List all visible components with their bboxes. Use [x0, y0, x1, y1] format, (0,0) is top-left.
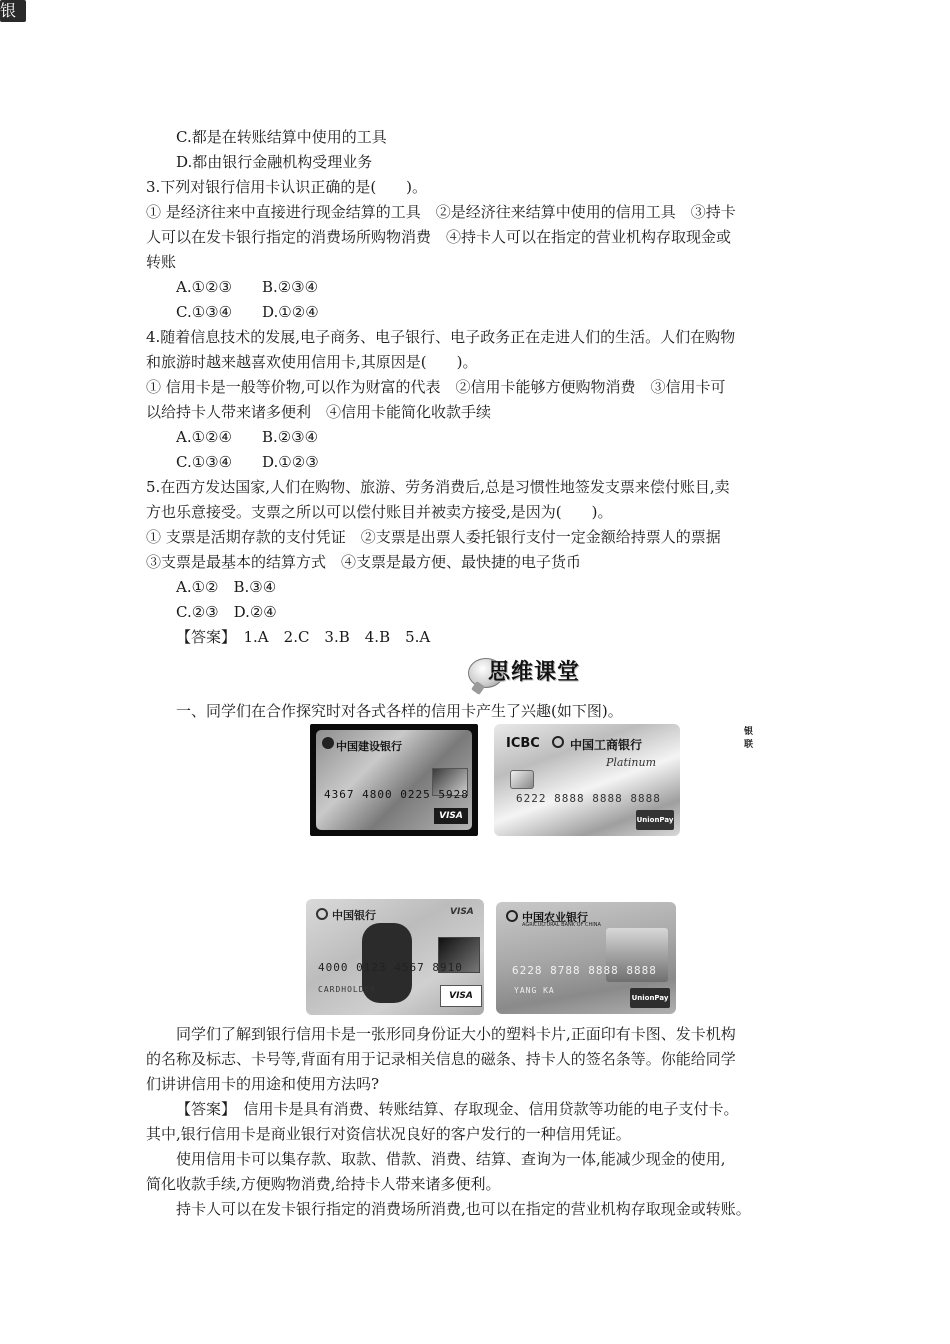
question-4-cont: 和旅游时越来越喜欢使用信用卡,其原因是( )。 — [146, 353, 478, 371]
question-3: 3.下列对银行信用卡认识正确的是( )。 — [146, 178, 428, 196]
section-title: 思维课堂 — [488, 660, 581, 685]
question-5-statement-1: ① 支票是活期存款的支付凭证 ②支票是出票人委托银行支付一定金额给持票人的票据 — [146, 528, 721, 546]
card-boc-holder: CARDHOLDER — [318, 985, 377, 994]
question-3-options-ab: A.①②③ B.②③④ — [176, 278, 319, 296]
question-4-options-ab: A.①②④ B.②③④ — [176, 428, 319, 446]
card-abc-bank-sub: AGRICULTURAL BANK OF CHINA — [522, 922, 601, 928]
answer-key: 【答案】 1.A 2.C 3.B 4.B 5.A — [176, 628, 431, 646]
question-5-statement-2: ③支票是最基本的结算方式 ④支票是最方便、最快捷的电子货币 — [146, 553, 582, 571]
question-5-options-cd: C.②③ D.②④ — [176, 603, 277, 621]
question-5: 5.在西方发达国家,人们在购物、旅游、劳务消费后,总是习惯性地签发支票来偿付账目,卖 — [146, 478, 730, 496]
card-icbc-bank-name: 中国工商银行 — [570, 738, 643, 752]
card-boc — [306, 899, 484, 1015]
card-abc-holder: YANG KA — [514, 986, 555, 995]
card-ccb-number: 4367 4800 0225 5928 — [324, 788, 469, 801]
question-4-statement-1: ① 信用卡是一般等价物,可以作为财富的代表 ②信用卡能够方便购物消费 ③信用卡可 — [146, 378, 726, 396]
card-boc-visa-logo: VISA — [440, 985, 482, 1007]
card-boc-bank-name: 中国银行 — [332, 909, 376, 922]
card-boc-number: 4000 0123 4567 8910 — [318, 961, 463, 974]
answer-line-5: 持卡人可以在发卡银行指定的消费场所消费,也可以在指定的营业机构存取现金或转账。 — [176, 1200, 751, 1218]
card-ccb-bank-logo-icon — [322, 737, 334, 749]
question-4-options-cd: C.①③④ D.①②③ — [176, 453, 319, 471]
answer-line-4: 简化收款手续,方便购物消费,给持卡人带来诸多便利。 — [146, 1175, 501, 1193]
card-ccb-unionpay-mark: 银联 — [744, 727, 754, 750]
paragraph-1-line-1: 同学们了解到银行信用卡是一张形同身份证大小的塑料卡片,正面印有卡图、发卡机构 — [176, 1025, 736, 1043]
question-3-statement-3: 转账 — [146, 253, 177, 271]
paragraph-1-line-3: 们讲讲信用卡的用途和使用方法吗? — [146, 1075, 380, 1093]
card-icbc-brand: ICBC — [506, 736, 540, 751]
card-icbc — [494, 724, 680, 836]
question-3-statement-1: ① 是经济往来中直接进行现金结算的工具 ②是经济往来结算中使用的信用工具 ③持卡 — [146, 203, 736, 221]
question-3-options-cd: C.①③④ D.①②④ — [176, 303, 319, 321]
section-heading — [468, 656, 588, 690]
question-3-statement-2: 人可以在发卡银行指定的消费场所购物消费 ④持卡人可以在指定的营业机构存取现金或 — [146, 228, 732, 246]
card-boc-visa-top: VISA — [450, 907, 474, 917]
answer-line-2: 其中,银行信用卡是商业银行对资信状况良好的客户发行的一种信用凭证。 — [146, 1125, 631, 1143]
card-ccb-bank-name: 中国建设银行 — [336, 740, 402, 753]
question-4: 4.随着信息技术的发展,电子商务、电子银行、电子政务正在走进人们的生活。人们在购物 — [146, 328, 736, 346]
card-abc-unionpay-logo: UnionPay — [630, 988, 670, 1008]
option-c-line: C.都是在转账结算中使用的工具 — [176, 128, 387, 146]
card-abc-number: 6228 8788 8888 8888 — [512, 964, 657, 977]
paragraph-1-line-2: 的名称及标志、卡号等,背面有用于记录相关信息的磁条、持卡人的签名条等。你能给同学 — [146, 1050, 736, 1068]
card-abc — [496, 902, 676, 1014]
card-ccb-visa-logo: VISA — [434, 808, 468, 824]
answer-line-1: 【答案】 信用卡是具有消费、转账结算、存取现金、信用贷款等功能的电子支付卡。 — [176, 1100, 739, 1118]
card-icbc-unionpay-logo: UnionPay — [636, 810, 674, 830]
inquiry-intro: 一、同学们在合作探究时对各式各样的信用卡产生了兴趣(如下图)。 — [176, 702, 623, 720]
option-d-line: D.都由银行金融机构受理业务 — [176, 153, 373, 171]
question-5-cont: 方也乐意接受。支票之所以可以偿付账目并被卖方接受,是因为( )。 — [146, 503, 613, 521]
card-icbc-logo-icon — [552, 736, 564, 748]
question-5-options-ab: A.①② B.③④ — [176, 578, 277, 596]
card-abc-logo-icon — [506, 910, 518, 922]
answer-line-3: 使用信用卡可以集存款、取款、借款、消费、结算、查询为一体,能减少现金的使用, — [176, 1150, 726, 1168]
question-4-statement-2: 以给持卡人带来诸多便利 ④信用卡能简化收款手续 — [146, 403, 492, 421]
card-ccb-unionpay-badge: 银联 — [0, 0, 26, 22]
card-abc-bank-name: 中国农业银行 — [522, 911, 588, 924]
card-boc-logo-icon — [316, 908, 328, 920]
card-icbc-chip — [510, 770, 534, 789]
card-icbc-number: 6222 8888 8888 8888 — [516, 792, 661, 805]
card-icbc-platinum: Platinum — [606, 756, 657, 769]
